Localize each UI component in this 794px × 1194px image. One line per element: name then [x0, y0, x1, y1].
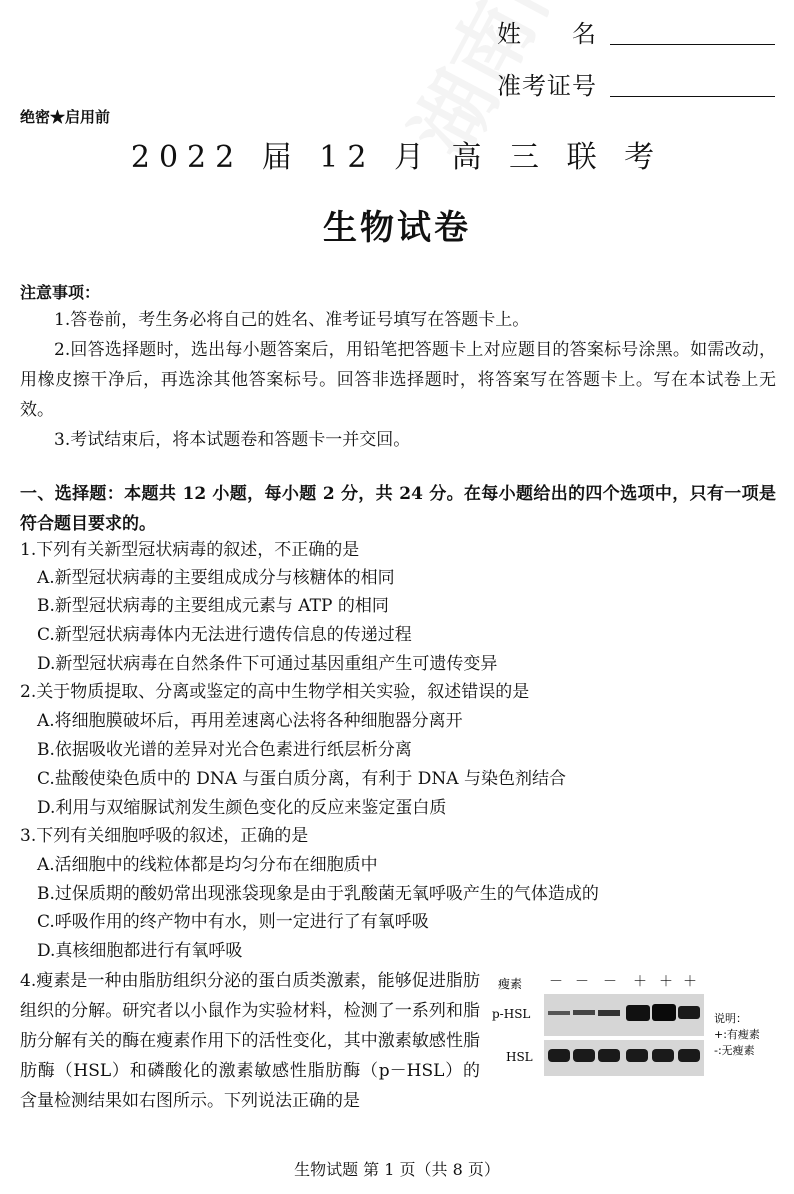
exam-id-label: 准考证号 — [497, 72, 597, 100]
band — [678, 1006, 700, 1019]
secret-mark: 绝密★启用前 — [20, 108, 111, 126]
band — [626, 1005, 650, 1021]
band — [598, 1010, 620, 1016]
sign-label: ＋ — [683, 974, 697, 990]
question-option: D.新型冠状病毒在自然条件下可通过基因重组产生可遗传变异 — [37, 654, 498, 674]
sign-label: － — [603, 974, 617, 990]
legend-title: 说明： — [714, 1012, 747, 1025]
question-option: D.利用与双缩脲试剂发生颜色变化的反应来鉴定蛋白质 — [37, 798, 447, 818]
sign-label: － — [549, 974, 563, 990]
question-option: C.新型冠状病毒体内无法进行遗传信息的传递过程 — [37, 625, 412, 645]
question-option: C.盐酸使染色质中的 DNA 与蛋白质分离，有利于 DNA 与染色剂结合 — [37, 769, 566, 789]
section-heading: 一、选择题：本题共 12 小题，每小题 2 分，共 24 分。在每小题给出的四个选项中，只有一项是符合题目要求的。 — [20, 484, 776, 534]
band — [626, 1049, 648, 1062]
band — [598, 1049, 620, 1062]
exam-id-blank — [610, 96, 775, 97]
band — [548, 1049, 570, 1062]
name-blank — [610, 44, 775, 45]
band — [678, 1049, 700, 1062]
question-option: C.呼吸作用的终产物中有水，则一定进行了有氧呼吸 — [37, 912, 429, 932]
row-label-phsl: p-HSL — [492, 1007, 531, 1021]
western-blot-figure — [484, 972, 776, 1090]
question-stem: 4.瘦素是一种由脂肪组织分泌的蛋白质类激素，能够促进脂肪组织的分解。研究者以小鼠作为实验材料，检测了一系列和脂肪分解有关的酶在瘦素作用下的活性变化，其中激素敏感性脂肪酶（HSL）和磷酸化的激素敏感性脂肪酶（p－HSL）的含量检测结果如右图所示。下列说法正确的是 — [20, 971, 480, 1111]
question-stem: 1.下列有关新型冠状病毒的叙述，不正确的是 — [20, 540, 360, 560]
page-footer: 生物试题 第 1 页（共 8 页） — [294, 1160, 500, 1179]
notes-heading: 注意事项： — [20, 283, 101, 302]
band — [652, 1004, 676, 1021]
band — [573, 1049, 595, 1062]
sign-label: ＋ — [659, 974, 673, 990]
band — [652, 1049, 674, 1062]
band — [573, 1010, 595, 1015]
name-label: 姓 名 — [497, 20, 597, 48]
legend-plus: +:有瘦素 — [714, 1028, 760, 1041]
question-option: A.将细胞膜破坏后，再用差速离心法将各种细胞器分离开 — [37, 711, 463, 731]
question-option: B.过保质期的酸奶常出现涨袋现象是由于乳酸菌无氧呼吸产生的气体造成的 — [37, 884, 599, 904]
question-option: A.新型冠状病毒的主要组成成分与核糖体的相同 — [37, 568, 395, 588]
note-item: 3.考试结束后，将本试题卷和答题卡一并交回。 — [54, 430, 411, 450]
band — [548, 1011, 570, 1015]
question-option: B.新型冠状病毒的主要组成元素与 ATP 的相同 — [37, 596, 389, 616]
note-item: 1.答卷前，考生务必将自己的姓名、准考证号填写在答题卡上。 — [54, 310, 530, 330]
subject-title: 生物试卷 — [323, 208, 471, 248]
exam-title: 2022 届 12 月 高 三 联 考 — [130, 140, 664, 175]
question-option: D.真核细胞都进行有氧呼吸 — [37, 941, 243, 961]
figure-row-header: 瘦素 — [498, 977, 523, 991]
question-option: B.依据吸收光谱的差异对光合色素进行纸层析分离 — [37, 740, 412, 760]
row-label-hsl: HSL — [506, 1050, 533, 1064]
question-stem: 3.下列有关细胞呼吸的叙述，正确的是 — [20, 826, 309, 846]
legend-minus: -:无瘦素 — [714, 1044, 755, 1057]
note-item: 2.回答选择题时，选出每小题答案后，用铅笔把答题卡上对应题目的答案标号涂黑。如需改动，用橡皮擦干净后，再选涂其他答案标号。回答非选择题时，将答案写在答题卡上。写在本试卷上无效。 — [20, 340, 776, 420]
question-stem: 2.关于物质提取、分离或鉴定的高中生物学相关实验，叙述错误的是 — [20, 682, 530, 702]
question-option: A.活细胞中的线粒体都是均匀分布在细胞质中 — [37, 855, 378, 875]
sign-label: － — [575, 974, 589, 990]
sign-label: ＋ — [633, 974, 647, 990]
